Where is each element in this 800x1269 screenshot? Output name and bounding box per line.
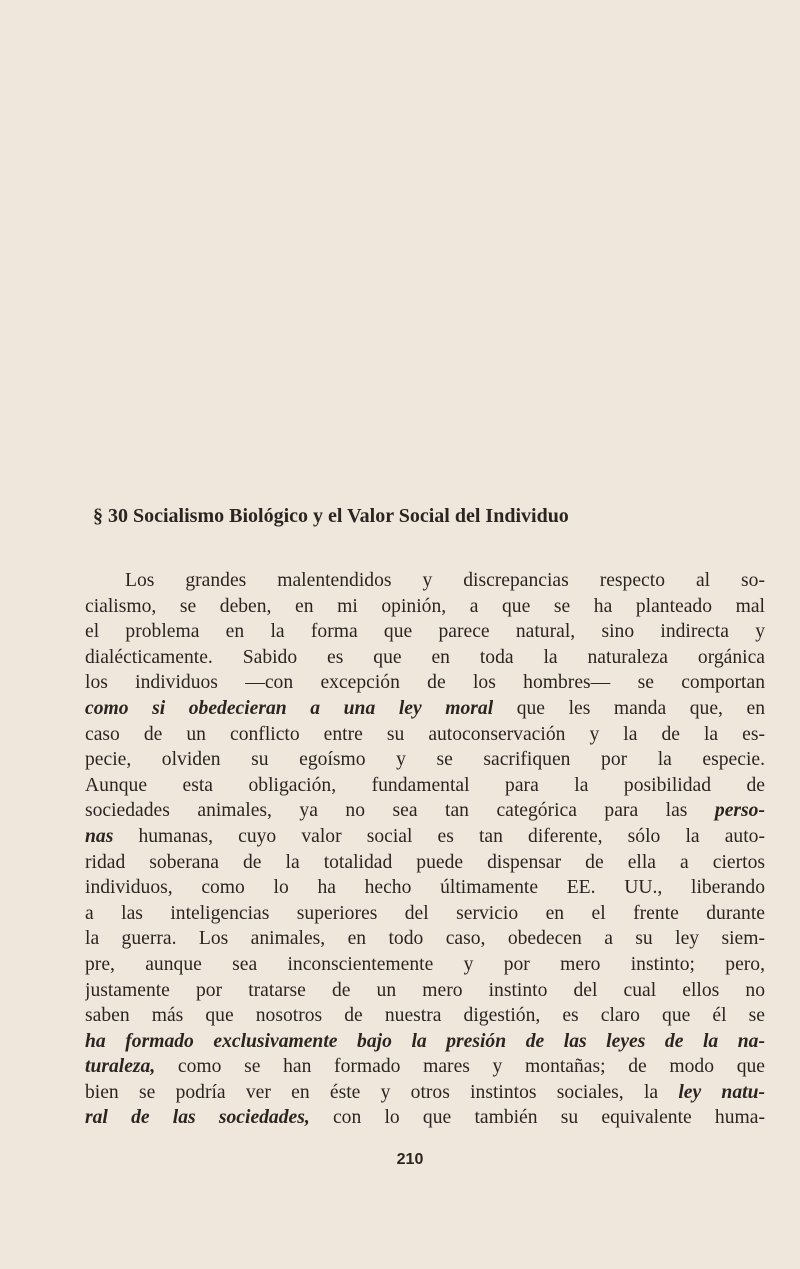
text-line [85,773,765,799]
italic-text: nas [85,825,114,847]
text-line [85,850,765,876]
text-segment: bien se podría ver en éste y otros instintos sociales, la [85,1081,679,1103]
text-line [85,901,765,927]
text-segment: justamente por tratarse de un mero instinto del cual ellos no [85,979,765,1001]
text-line [85,952,765,978]
text-line [85,926,765,952]
text-segment: cialismo, se deben, en mi opinión, a que se ha planteado mal [85,595,765,617]
text-line [85,875,765,901]
text-segment: ridad soberana de la totalidad puede dispensar de ella a ciertos [85,851,765,873]
text-segment: como se han formado mares y montañas; de modo que [155,1056,765,1078]
text-line [85,645,765,671]
text-line [85,619,765,645]
text-segment: pecie, olviden su egoísmo y se sacrifiquen por la especie. [85,749,765,771]
text-segment: con lo que también su equivalente huma- [309,1107,765,1129]
text-line [85,798,765,824]
text-segment: el problema en la forma que parece natural, sino indirecta y [85,621,765,643]
text-segment: que les manda que, en [493,697,765,719]
italic-text: perso- [714,800,765,822]
text-line [85,1029,765,1055]
italic-text: como si obedecieran a una ley moral [85,697,494,719]
text-segment: humanas, cuyo valor social es tan diferente, sólo la auto- [113,825,765,847]
italic-text: turaleza, [85,1056,156,1078]
text-line [85,1003,765,1029]
page-number: 210 [396,1151,424,1168]
text-segment: los individuos —con excepción de los hombres— se comportan [85,672,765,694]
text-line [85,824,765,850]
italic-text: ha formado exclusivamente bajo la presión de las leyes de la na- [85,1030,765,1052]
text-segment: caso de un conflicto entre su autoconservación y la de la es- [85,723,765,745]
section-heading: § 30 Socialismo Biológico y el Valor Social del Individuo [93,505,569,527]
text-segment: la guerra. Los animales, en todo caso, obedecen a su ley siem- [85,928,765,950]
italic-text: ral de las sociedades, [85,1107,310,1129]
text-segment: saben más que nosotros de nuestra digestión, es claro que él se [85,1005,765,1027]
text-line [85,747,765,773]
italic-text: ley natu- [678,1081,765,1103]
text-segment: dialécticamente. Sabido es que en toda la naturaleza orgánica [85,646,765,668]
text-line [85,722,765,748]
body-paragraph [85,568,765,1131]
text-segment: pre, aunque sea inconscientemente y por mero instinto; pero, [85,953,765,975]
text-line [85,670,765,696]
text-segment: Aunque esta obligación, fundamental para la posibilidad de [85,774,765,796]
text-line [85,1080,765,1106]
text-line [85,594,765,620]
text-line [85,1105,765,1131]
text-segment: a las inteligencias superiores del servicio en el frente durante [85,902,765,924]
text-segment: individuos, como lo ha hecho últimamente EE. UU., liberando [85,877,765,899]
text-line [85,978,765,1004]
text-line [85,568,765,594]
text-segment: Los grandes malentendidos y discrepancias respecto al so- [125,570,765,591]
text-line [85,1054,765,1080]
text-segment: sociedades animales, ya no sea tan categórica para las [85,800,715,822]
text-line [85,696,765,722]
